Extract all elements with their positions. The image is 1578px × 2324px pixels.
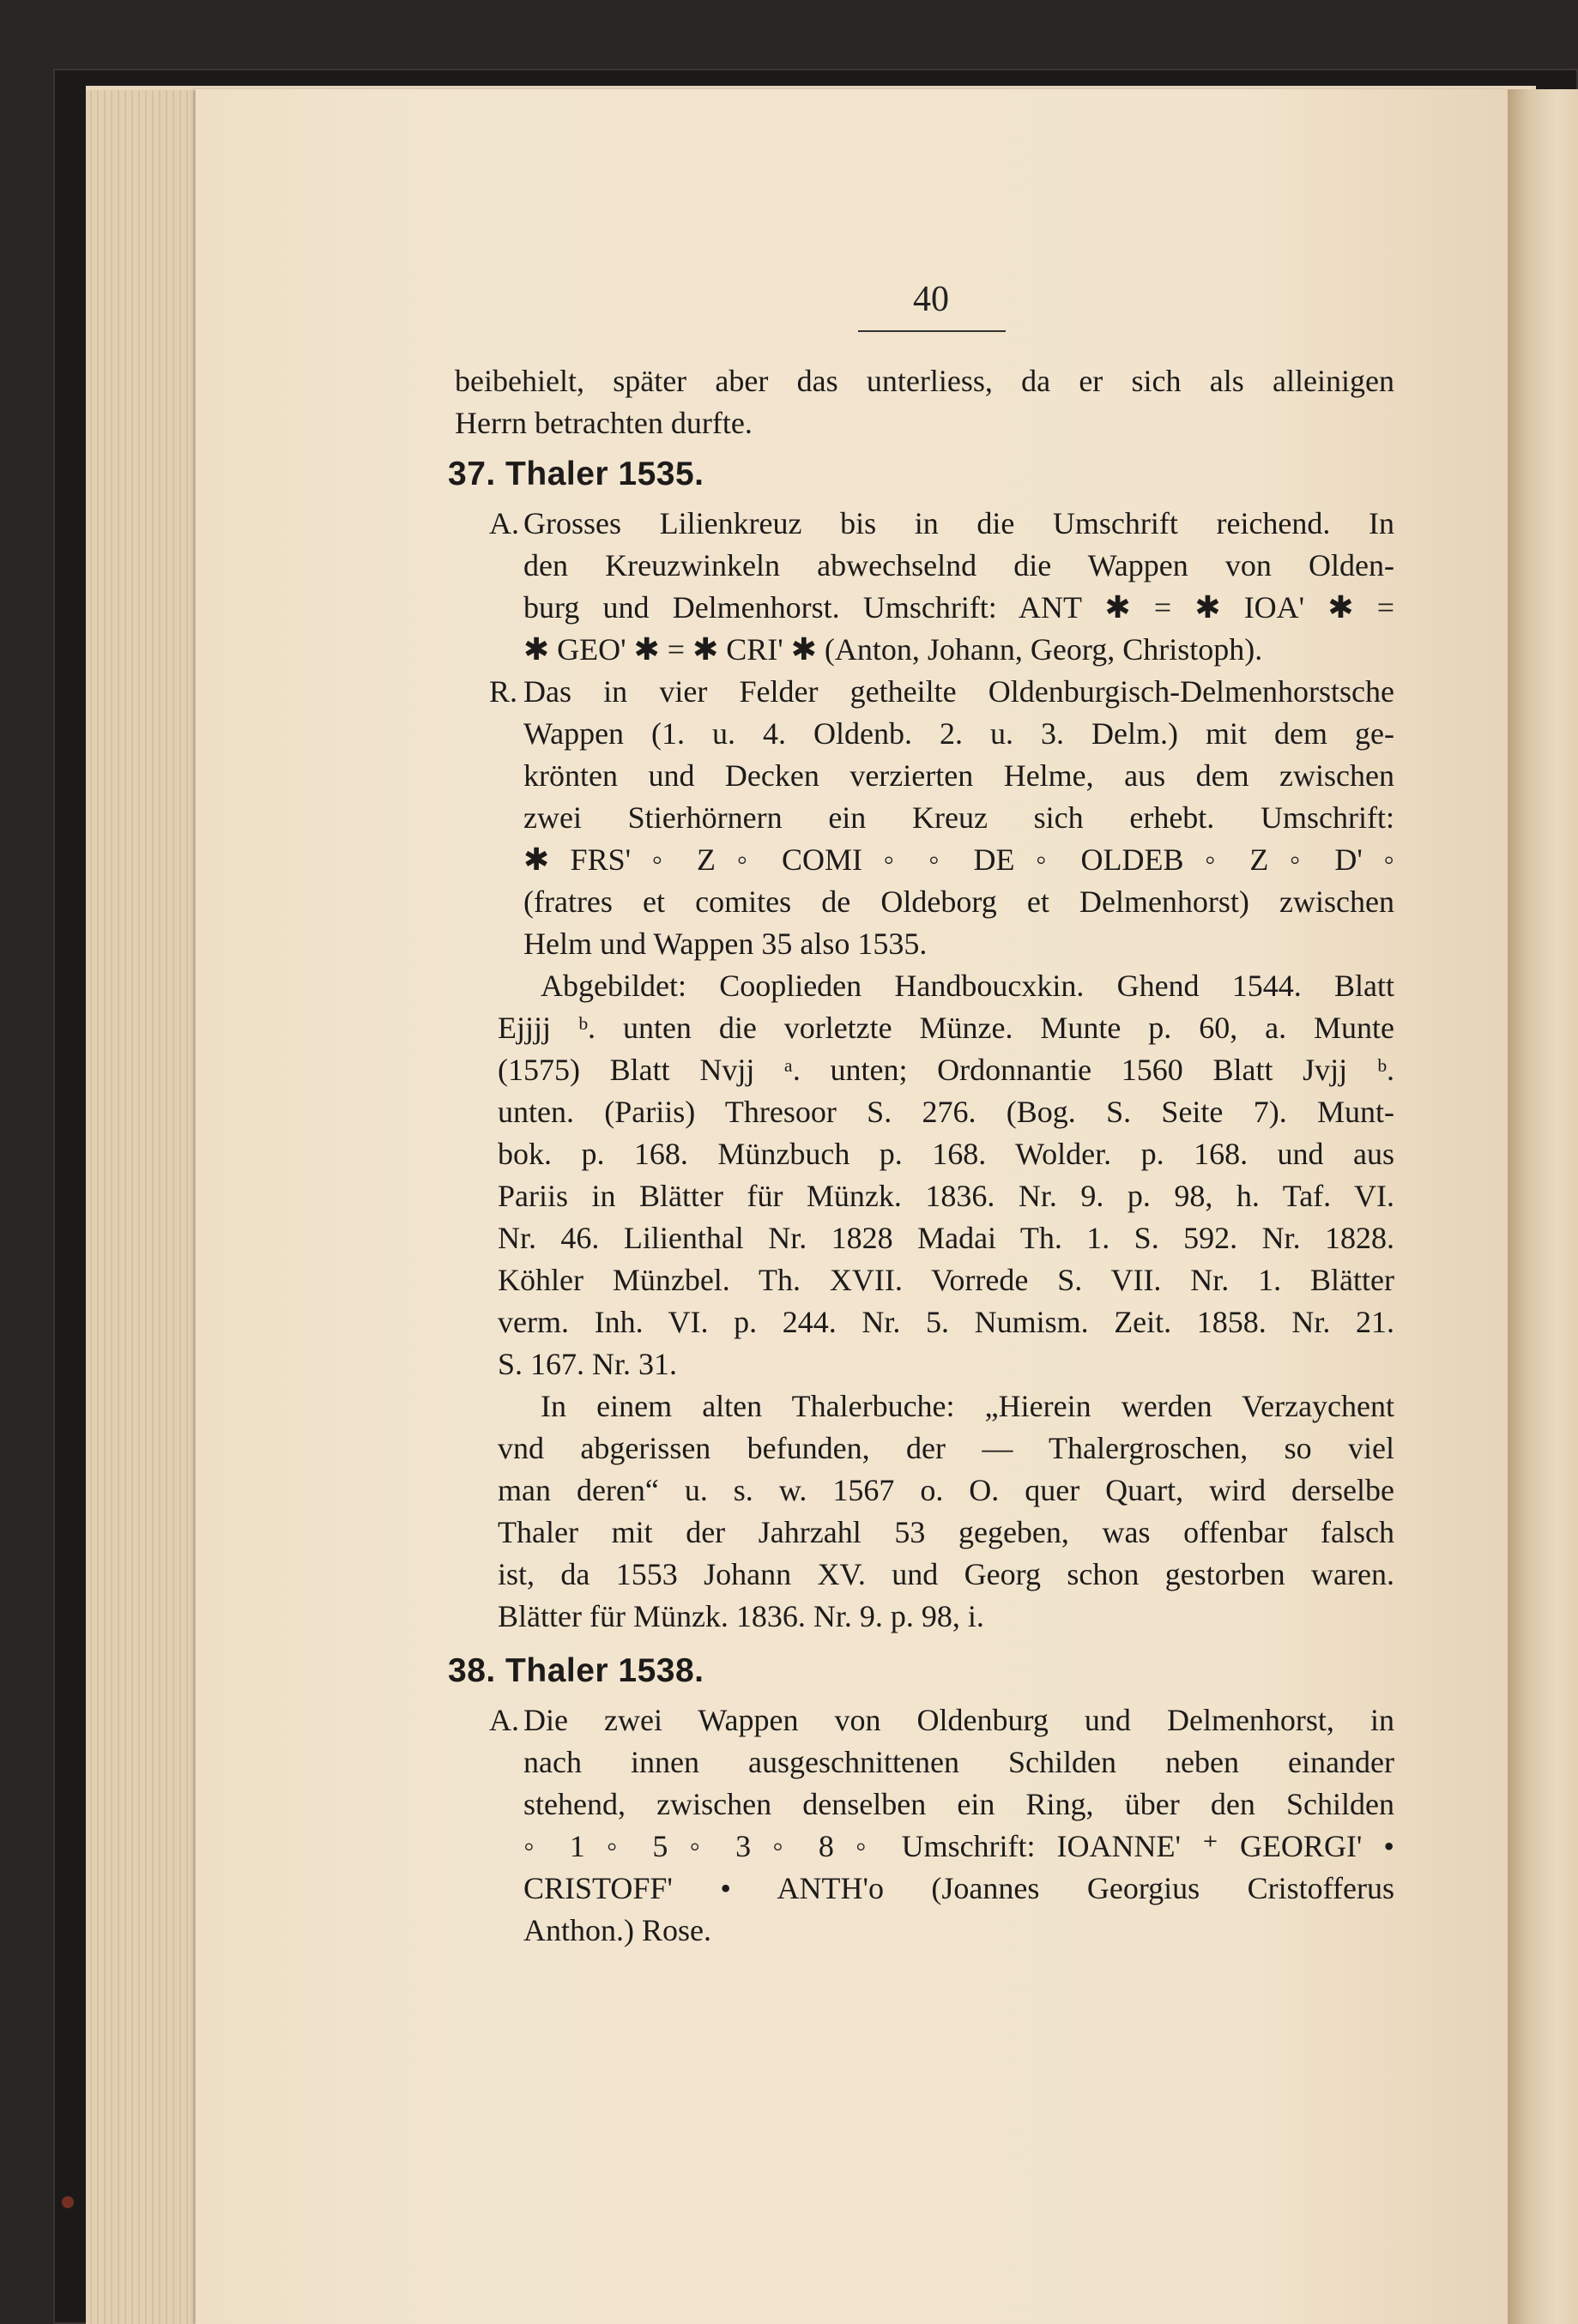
text-line: Pariis in Blätter für Münzk. 1836. Nr. 9. p. 98, h. Taf. VI. bbox=[498, 1179, 1394, 1213]
intro-line: Herrn betrachten durfte. bbox=[455, 406, 753, 440]
text-line: Helm und Wappen 35 also 1535. bbox=[523, 927, 928, 961]
references-paragraph bbox=[455, 965, 1394, 1385]
section-heading: 38. Thaler 1538. bbox=[448, 1652, 704, 1689]
paper-stain bbox=[62, 2196, 74, 2208]
obverse-label: A. bbox=[489, 506, 519, 540]
text-line: zwei Stierhörnern ein Kreuz sich erhebt. Umschrift: bbox=[523, 800, 1394, 835]
text-line: ◦ 1 ◦ 5 ◦ 3 ◦ 8 ◦ Umschrift: IOANNE' ⁺ GEORGI' • bbox=[523, 1829, 1394, 1863]
text-line: krönten und Decken verzierten Helme, aus dem zwischen bbox=[523, 758, 1394, 793]
text-line: S. 167. Nr. 31. bbox=[498, 1347, 678, 1381]
obverse-description bbox=[455, 1699, 1394, 1952]
text-line: CRISTOFF' • ANTH'o (Joannes Georgius Cristofferus bbox=[523, 1871, 1394, 1905]
text-line: burg und Delmenhorst. Umschrift: ANT ✱ = ✱ IOA' ✱ = bbox=[523, 590, 1394, 625]
text-line: Ejjjj ᵇ. unten die vorletzte Münze. Munte p. 60, a. Munte bbox=[498, 1011, 1394, 1045]
intro-line: beibehielt, später aber das unterliess, da er sich als alleinigen bbox=[455, 364, 1394, 398]
text-line: (fratres et comites de Oldeborg et Delmenhorst) zwischen bbox=[523, 884, 1394, 919]
text-line: den Kreuzwinkeln abwechselnd die Wappen von Olden- bbox=[523, 548, 1394, 583]
obverse-description bbox=[455, 503, 1394, 671]
obverse-label: A. bbox=[489, 1703, 519, 1737]
text-line: Grosses Lilienkreuz bis in die Umschrift reichend. In bbox=[523, 506, 1394, 540]
text-line: (1575) Blatt Nvjj ᵃ. unten; Ordonnantie 1560 Blatt Jvjj ᵇ. bbox=[498, 1053, 1394, 1087]
reverse-label: R. bbox=[489, 674, 518, 709]
text-line: Anthon.) Rose. bbox=[523, 1913, 711, 1947]
text-line: Wappen (1. u. 4. Oldenb. 2. u. 3. Delm.) mit dem ge- bbox=[523, 716, 1394, 751]
text-line: bok. p. 168. Münzbuch p. 168. Wolder. p. 168. und aus bbox=[498, 1137, 1394, 1171]
text-line: Thaler mit der Jahrzahl 53 gegeben, was offenbar falsch bbox=[498, 1515, 1394, 1549]
book-gutter bbox=[1508, 89, 1578, 2324]
text-line: stehend, zwischen denselben ein Ring, über den Schilden bbox=[523, 1787, 1394, 1821]
text-line: ist, da 1553 Johann XV. und Georg schon gestorben waren. bbox=[498, 1557, 1394, 1591]
section-heading: 37. Thaler 1535. bbox=[448, 456, 704, 492]
reverse-description bbox=[455, 671, 1394, 965]
text-line: In einem alten Thalerbuche: „Hierein werden Verzaychent bbox=[541, 1389, 1394, 1423]
text-line: Abgebildet: Cooplieden Handboucxkin. Ghend 1544. Blatt bbox=[541, 969, 1394, 1003]
thalerbuch-paragraph bbox=[455, 1385, 1394, 1638]
text-line: Blätter für Münzk. 1836. Nr. 9. p. 98, i. bbox=[498, 1599, 984, 1633]
text-line: Köhler Münzbel. Th. XVII. Vorrede S. VII. Nr. 1. Blätter bbox=[498, 1263, 1394, 1297]
text-line: vnd abgerissen befunden, der — Thalergroschen, so viel bbox=[498, 1431, 1394, 1465]
text-line: ✱ FRS' ◦ Z ◦ COMI ◦ ◦ DE ◦ OLDEB ◦ Z ◦ D' ◦ bbox=[523, 842, 1394, 877]
page-number-rule bbox=[858, 330, 1006, 332]
text-line: ✱ GEO' ✱ = ✱ CRI' ✱ (Anton, Johann, Georg, Christoph). bbox=[523, 632, 1263, 667]
text-line: Das in vier Felder getheilte Oldenburgisch-Delmenhorstsche bbox=[523, 674, 1394, 709]
text-line: Die zwei Wappen von Oldenburg und Delmenhorst, in bbox=[523, 1703, 1394, 1737]
page-text bbox=[448, 360, 1394, 1952]
text-line: Nr. 46. Lilienthal Nr. 1828 Madai Th. 1. S. 592. Nr. 1828. bbox=[498, 1221, 1394, 1255]
text-line: unten. (Pariis) Thresoor S. 276. (Bog. S. Seite 7). Munt- bbox=[498, 1095, 1394, 1129]
text-line: nach innen ausgeschnittenen Schilden neben einander bbox=[523, 1745, 1394, 1779]
text-line: man deren“ u. s. w. 1567 o. O. quer Quart, wird derselbe bbox=[498, 1473, 1394, 1507]
page-edges bbox=[86, 90, 197, 2324]
text-line: verm. Inh. VI. p. 244. Nr. 5. Numism. Zeit. 1858. Nr. 21. bbox=[498, 1305, 1394, 1339]
page-number: 40 bbox=[913, 280, 949, 319]
